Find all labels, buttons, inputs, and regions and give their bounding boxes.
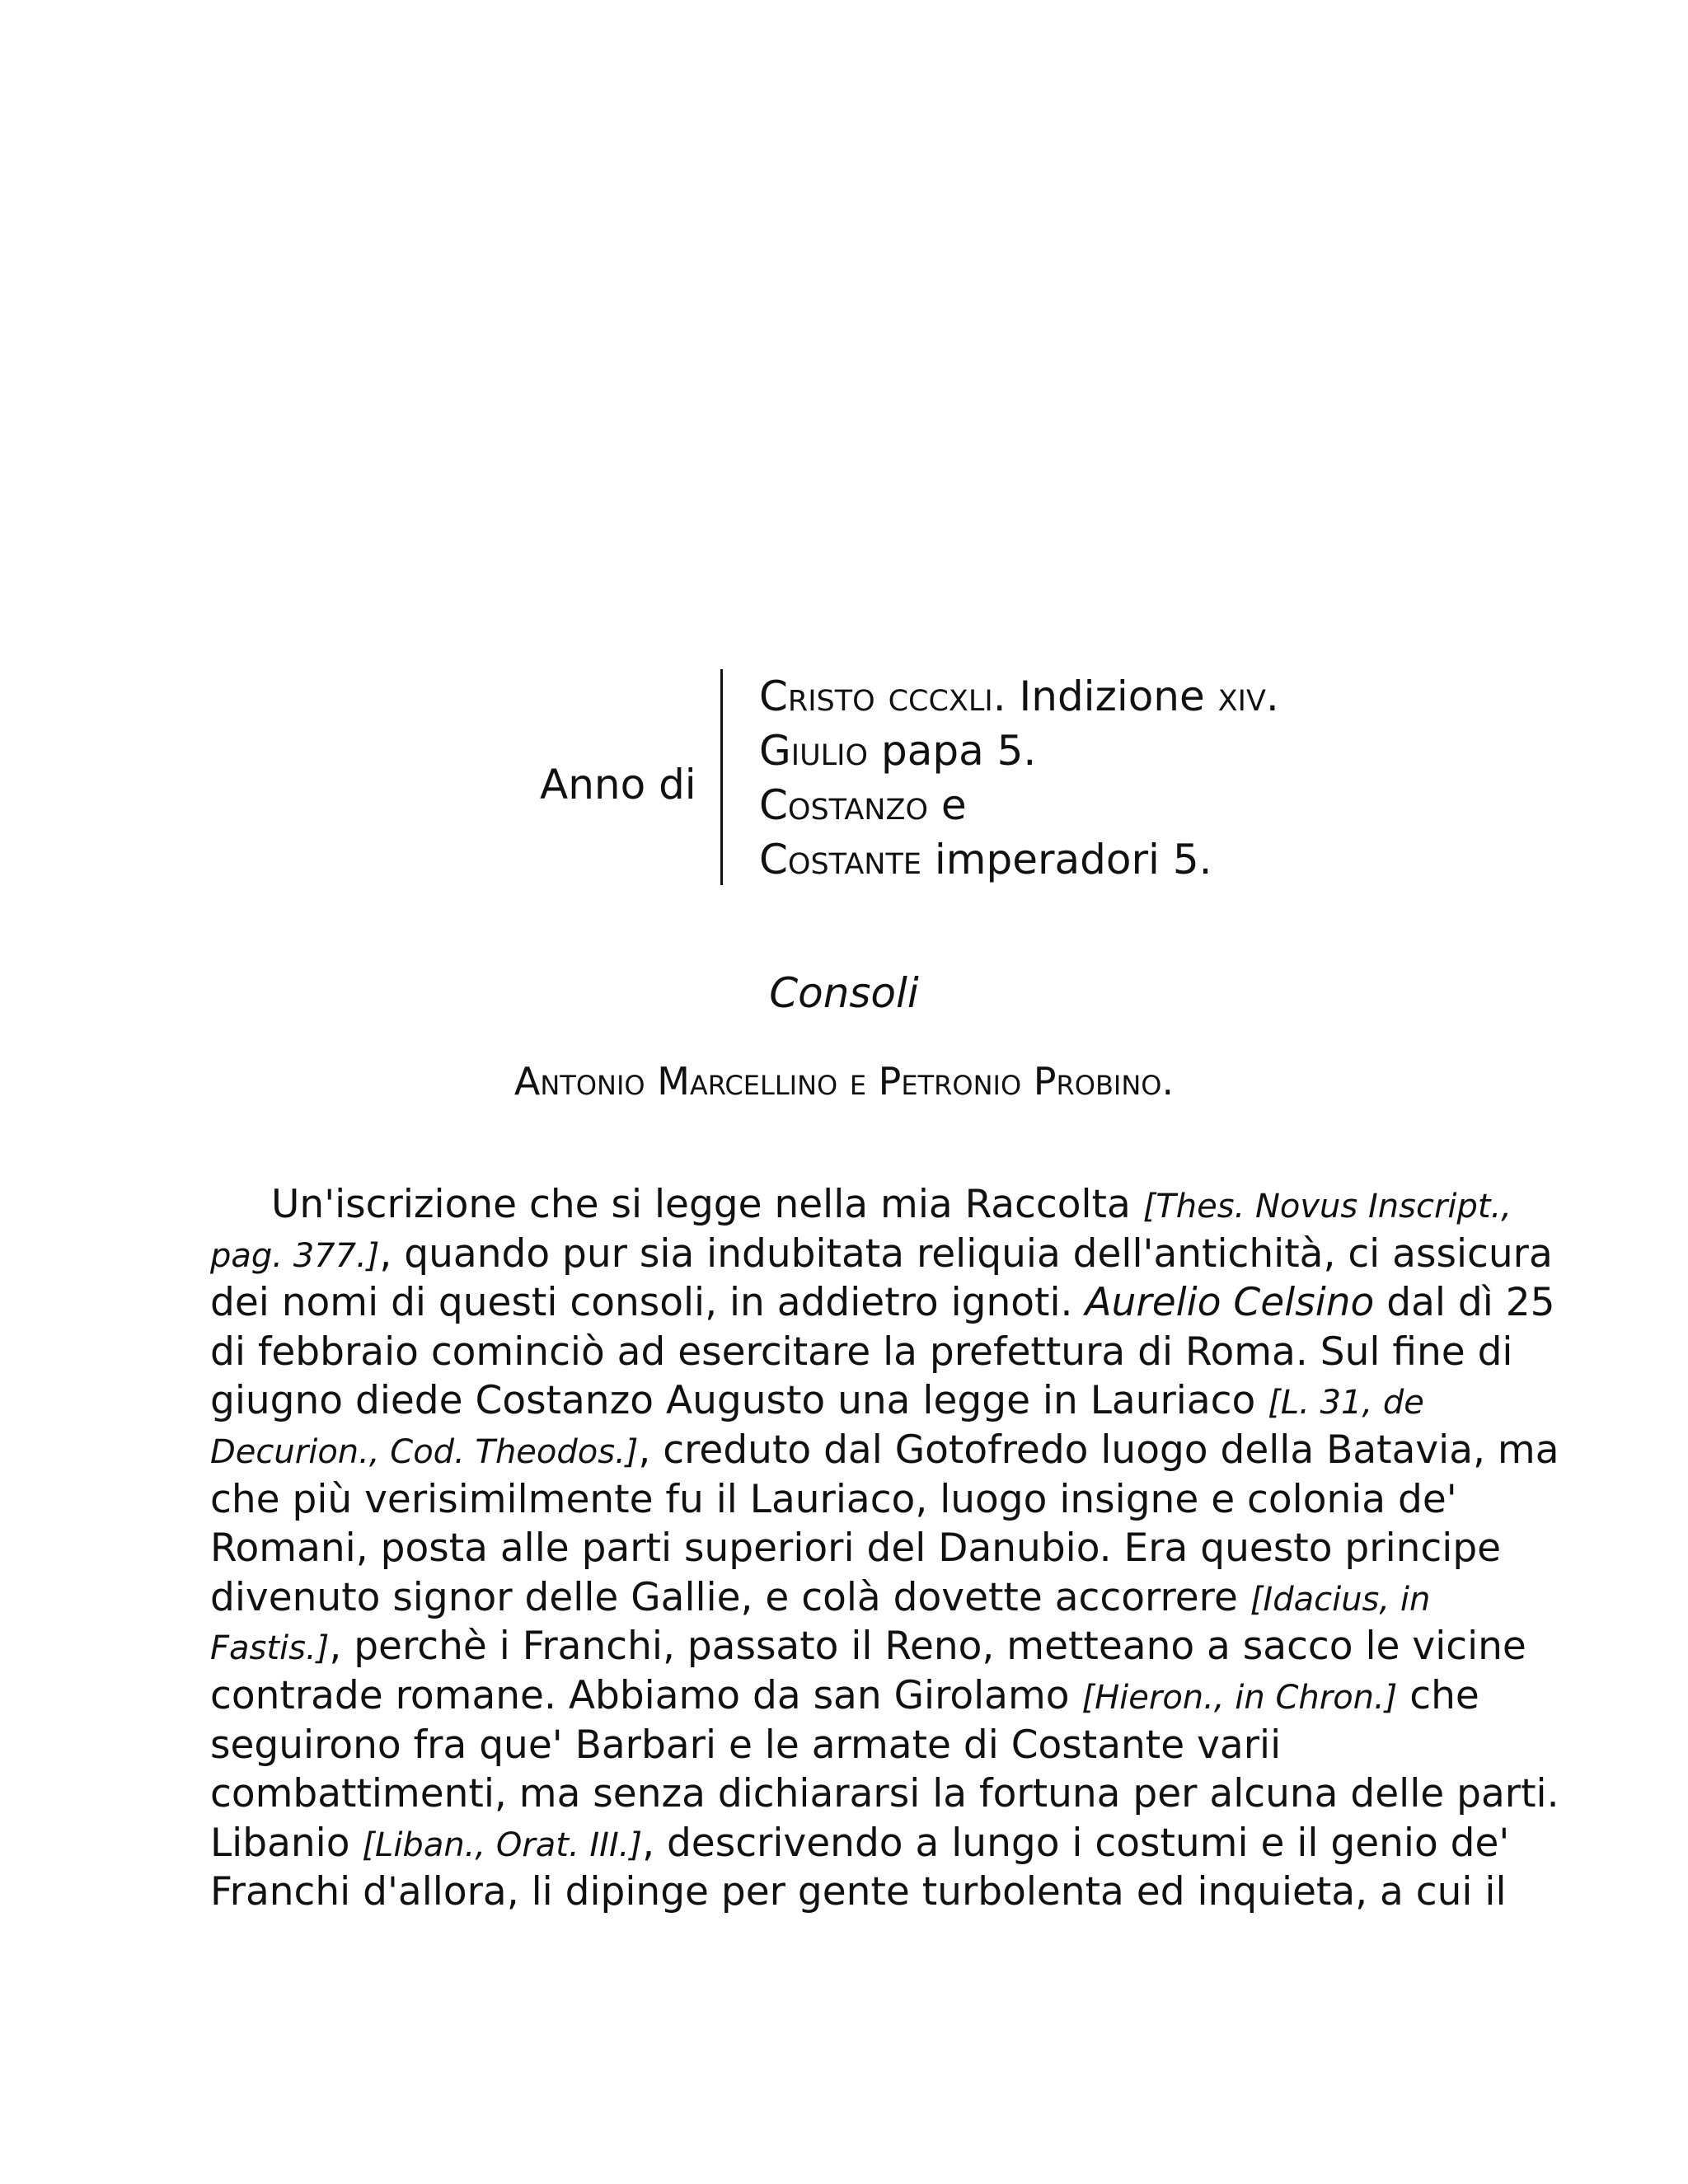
- text-line: [210, 1376, 1471, 1426]
- consoli-names: Antonio Marcellino e Petronio Probino.: [513, 1059, 1175, 1104]
- text-span: Romani, posta alle parti superiori del Danubio. Era questo principe: [210, 1526, 1502, 1572]
- italic-name: Aurelio Celsino: [1085, 1280, 1375, 1326]
- text-span: Un'iscrizione che si legge nella mia Raccolta: [271, 1182, 1143, 1227]
- text-line: [210, 1278, 1555, 1328]
- text-span: dal dì 25: [1374, 1280, 1555, 1326]
- text-span: contrade romane. Abbiamo da san Girolamo: [210, 1672, 1082, 1718]
- header-line-emperor-1: Costanzo e: [759, 781, 967, 829]
- year-header: [0, 669, 1688, 892]
- citation: [Liban., Orat. III.]: [362, 1825, 643, 1864]
- text-line: [210, 1426, 1559, 1475]
- text-span: che più verisimilmente fu il Lauriaco, luogo insigne e colonia de': [210, 1476, 1457, 1522]
- text-line: [210, 1180, 1512, 1230]
- text-span: giugno diede Costanzo Augusto una legge in Lauriaco: [210, 1378, 1268, 1424]
- text-line: [210, 1524, 1502, 1573]
- citation: pag. 377.]: [210, 1236, 380, 1275]
- body-paragraph: [210, 1180, 1559, 1917]
- text-span: divenuto signor delle Gallie, e colà dovette accorrere: [210, 1574, 1250, 1620]
- text-line: [210, 1769, 1559, 1819]
- text-span: Libanio: [210, 1820, 363, 1866]
- anno-label: Anno di: [540, 761, 696, 808]
- citation: [Hieron., in Chron.]: [1081, 1678, 1398, 1717]
- text-span: Franchi d'allora, li dipinge per gente turbolenta ed inquieta, a cui il: [210, 1869, 1507, 1915]
- text-line: [210, 1721, 1471, 1770]
- text-span: combattimenti, ma senza dichiararsi la fortuna per alcuna delle parti.: [210, 1771, 1559, 1817]
- citation: Decurion., Cod. Theodos.]: [210, 1432, 639, 1471]
- text-line: [210, 1230, 1553, 1279]
- text-span: dei nomi di questi consoli, in addietro ignoti.: [210, 1280, 1085, 1326]
- text-span: che: [1397, 1672, 1479, 1718]
- citation: [Idacius, in: [1250, 1580, 1431, 1619]
- text-span: seguirono fra que' Barbari e le armate di Costante varii: [210, 1722, 1282, 1768]
- text-span: di febbraio cominciò ad esercitare la prefettura di Roma. Sul fine di: [210, 1329, 1513, 1375]
- text-span: , perchè i Franchi, passato il Reno, metteano a sacco le vicine: [329, 1624, 1526, 1670]
- header-lines: [759, 669, 1279, 887]
- citation: Fastis.]: [210, 1629, 330, 1668]
- citation: [Thes. Novus Inscript.,: [1142, 1188, 1512, 1226]
- citation: [L. 31, de: [1268, 1384, 1424, 1422]
- text-line: [210, 1475, 1471, 1525]
- header-line-pope: Giulio papa 5.: [759, 727, 1037, 775]
- text-line: [210, 1819, 1510, 1868]
- header-line-emperor-2: Costante imperadori 5.: [759, 836, 1212, 883]
- text-line: [210, 1328, 1513, 1377]
- consoli-title: Consoli: [769, 969, 919, 1017]
- text-line: [210, 1622, 1526, 1671]
- text-line: [210, 1671, 1479, 1721]
- text-span: , descrivendo a lungo i costumi e il genio de': [642, 1820, 1510, 1866]
- text-span: , quando pur sia indubitata reliquia dell'antichità, ci assicura: [379, 1230, 1553, 1277]
- text-line: [210, 1868, 1507, 1917]
- text-span: , creduto dal Gotofredo luogo della Batavia, ma: [638, 1427, 1559, 1473]
- text-line: [210, 1573, 1471, 1623]
- header-line-year: Cristo cccxli. Indizione xiv.: [759, 673, 1279, 720]
- header-divider: [720, 669, 723, 885]
